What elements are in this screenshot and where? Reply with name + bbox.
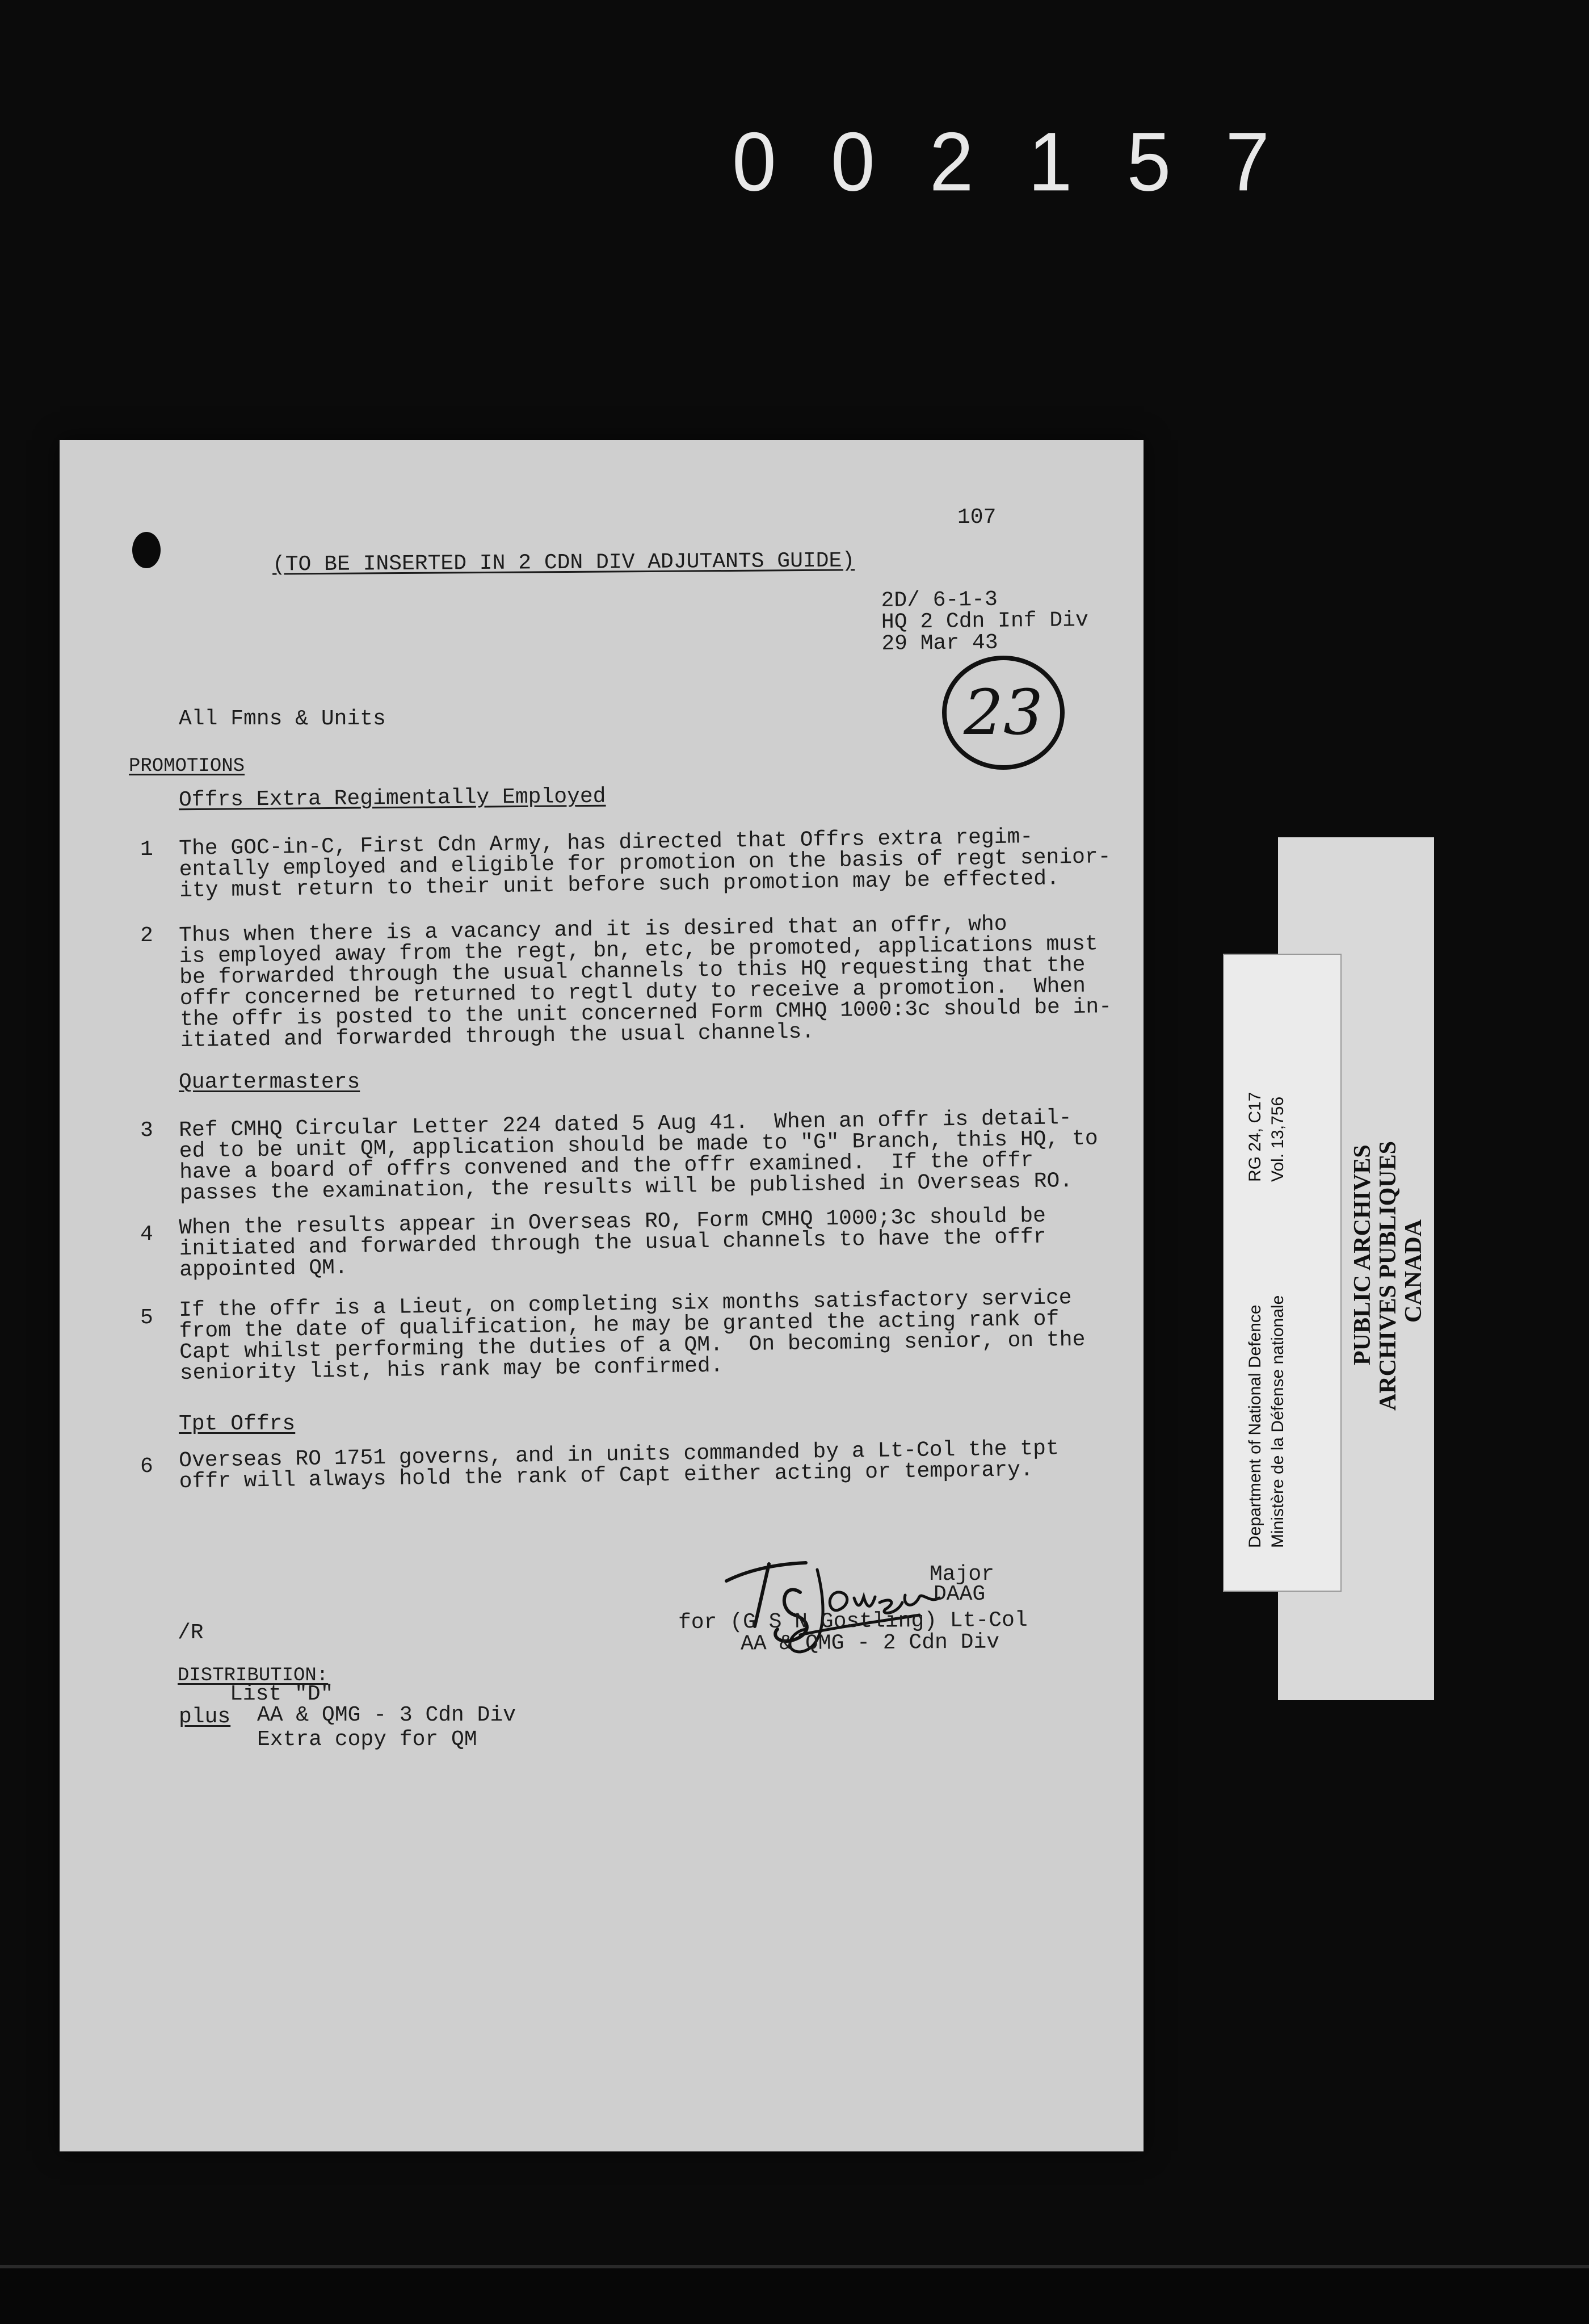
punch-hole: [132, 532, 161, 568]
archive-dept-en: Department of National Defence: [1246, 1304, 1264, 1548]
para-number-3: 3: [140, 1118, 153, 1143]
section-heading-offrs: Offrs Extra Regimentally Employed: [178, 784, 606, 813]
archive-vol: Vol. 13,756: [1268, 1096, 1287, 1182]
header-note: (TO BE INSERTED IN 2 CDN DIV ADJUTANTS GUIDE): [272, 548, 855, 577]
circled-number-text: 23: [964, 676, 1043, 749]
reference-hq: HQ 2 Cdn Inf Div: [881, 608, 1089, 635]
archive-line-1: PUBLIC ARCHIVES: [1350, 1144, 1376, 1365]
para-number-4: 4: [140, 1222, 153, 1247]
distribution-extra: Extra copy for QM: [257, 1727, 477, 1752]
distribution-plus-label: plus: [179, 1705, 231, 1729]
paragraph-2: Thus when there is a vacancy and it is desired that an offr, who is employed away from the regt, bn, etc, be promoted, applications must be forwarded through the usual channels to this HQ requesting that the offr concerned be returned to regtl duty to receive a promotion. When the offr is posted to the unit concerned Form CMHQ 1000:3c should be in- itiated and forwarded through the usual channels.: [178, 912, 1112, 1053]
addressee: All Fmns & Units: [179, 707, 386, 731]
para-number-5: 5: [140, 1306, 153, 1330]
paragraph-3: Ref CMHQ Circular Letter 224 dated 5 Aug 41. When an offr is detail- ed to be unit QM, application should be made to "G" Branch, this HQ, to have a board of offrs convened and the offr examined. If the offr passes the examination, the results will be published in Overseas RO.: [178, 1106, 1098, 1206]
distribution-list: List "D": [230, 1682, 334, 1706]
signature-appointment: DAAG: [934, 1582, 986, 1606]
section-heading-tpt-offrs: Tpt Offrs: [179, 1412, 296, 1436]
document-page: [60, 440, 1144, 2151]
reference-date: 29 Mar 43: [881, 630, 998, 656]
typist-initials: /R: [178, 1621, 204, 1645]
paragraph-1: The GOC-in-C, First Cdn Army, has directed that Offrs extra regim- entally employed and eligible for promotion on the basis of regt senior- ity must return to their unit before such promotion may be effected.: [178, 824, 1111, 903]
paragraph-4: When the results appear in Overseas RO, Form CMHQ 1000;3c should be initiated and forwarded through the usual channels to have the offr appointed QM.: [178, 1203, 1046, 1282]
paragraph-6: Overseas RO 1751 governs, and in units commanded by a Lt-Col the tpt offr will always hold the rank of Capt either acting or temporary.: [178, 1436, 1060, 1494]
para-number-1: 1: [140, 837, 153, 862]
signature-title-line: AA & QMG - 2 Cdn Div: [740, 1630, 1000, 1656]
signature-for-line: for (G S N Gostling) Lt-Col: [678, 1608, 1028, 1635]
reference-block: [881, 586, 1088, 664]
page-number: 107: [957, 505, 997, 530]
archive-line-2: ARCHIVES PUBLIQUES: [1375, 1141, 1401, 1411]
frame-number: 002157: [732, 115, 1325, 208]
bottom-film-strip: [0, 2265, 1589, 2324]
reference-file: 2D/ 6-1-3: [881, 587, 998, 613]
archive-dept-fr: Ministère de la Défense nationale: [1268, 1295, 1287, 1548]
archive-card-inner: [1223, 954, 1342, 1592]
paragraph-5: If the offr is a Lieut, on completing six months satisfactory service from the date of qualification, he may be granted the acting rank of Capt whilst performing the duties of a QM. On becoming senior, on the seniority list, his rank may be confirmed.: [178, 1286, 1086, 1386]
archive-line-3: CANADA: [1401, 1219, 1427, 1323]
archive-rg: RG 24, C17: [1246, 1092, 1264, 1182]
distribution-label: DISTRIBUTION:: [178, 1665, 329, 1687]
circled-number: [942, 656, 1065, 770]
section-heading-quartermasters: Quartermasters: [179, 1070, 360, 1094]
para-number-2: 2: [140, 924, 153, 948]
section-title: PROMOTIONS: [129, 756, 245, 777]
para-number-6: 6: [140, 1454, 153, 1479]
distribution-plus-item: AA & QMG - 3 Cdn Div: [257, 1703, 516, 1727]
signature-rank: Major: [930, 1562, 995, 1587]
